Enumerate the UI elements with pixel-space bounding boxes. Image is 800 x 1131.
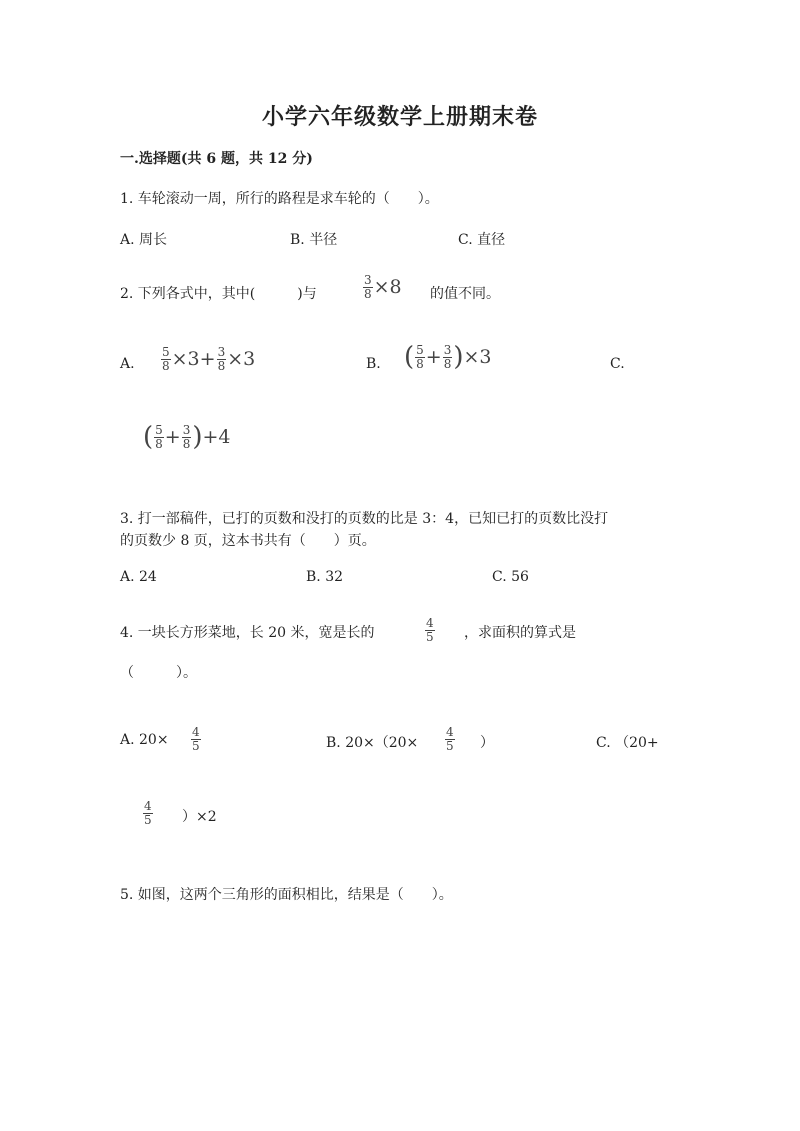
question-2-expression: $\frac{3}{8}$ ×8 (364, 273, 402, 301)
question-3-option-c[interactable]: C. 56 (492, 569, 529, 585)
question-2-text-end: 的值不同。 (430, 286, 500, 302)
question-4-text-line2: （ ）。 (120, 665, 197, 681)
question-4-text-end: ，求面积的算式是 (464, 625, 576, 641)
question-2-option-b-expression: ( $\frac{5}{8}$ + $\frac{3}{8}$ )×3 (404, 342, 492, 373)
question-5-text: 5. 如图，这两个三角形的面积相比，结果是（ ）。 (120, 887, 453, 903)
question-4-option-b-close: ） (480, 735, 494, 751)
question-4-text: 4. 一块长方形菜地，长 20 米，宽是长的 (120, 625, 375, 641)
question-4-option-c[interactable]: C. （20+ (596, 735, 659, 751)
question-4-option-b-fraction (444, 726, 456, 752)
question-2-option-a-label[interactable]: A. (120, 356, 135, 372)
question-1-option-b[interactable]: B. 半径 (290, 232, 338, 248)
question-3-text-line1: 3. 打一部稿件，已打的页数和没打的页数的比是 3：4，已知已打的页数比没打 (120, 511, 609, 527)
question-4-option-a[interactable]: A. 20× (120, 732, 169, 748)
question-4-fraction (424, 617, 436, 643)
question-2-text: 2. 下列各式中，其中( )与 (120, 286, 317, 302)
fraction: $\frac{5}{8}$ (162, 345, 170, 373)
fraction: $\frac{5}{8}$ (155, 423, 163, 451)
question-4-option-b[interactable]: B. 20×（20× (326, 735, 419, 751)
fraction: $\frac{3}{8}$ (182, 423, 191, 451)
question-2-option-a-expression: $\frac{5}{8}$ ×3+ $\frac{3}{8}$ ×3 (162, 345, 256, 373)
question-4-option-c-fraction (142, 800, 154, 826)
page-title: 小学六年级数学上册期末卷 (261, 104, 538, 130)
fraction: $\frac{3}{8}$ (443, 343, 452, 371)
question-2-option-c-expression: ( $\frac{5}{8}$ + $\frac{3}{8}$ )+4 (143, 422, 231, 453)
question-3-option-b[interactable]: B. 32 (306, 569, 344, 585)
question-1-option-a[interactable]: A. 周长 (120, 232, 168, 248)
fraction: $\frac{4}{5}$ (144, 799, 152, 827)
question-2-option-b-label[interactable]: B. (366, 356, 381, 372)
fraction: $\frac{4}{5}$ (426, 616, 434, 644)
question-2-option-c-label[interactable]: C. (610, 356, 625, 372)
question-1-option-c[interactable]: C. 直径 (458, 232, 506, 248)
question-1-text: 1. 车轮滚动一周，所行的路程是求车轮的（ ）。 (120, 191, 439, 207)
section-heading: 一.选择题(共 6 题，共 12 分) (120, 151, 313, 167)
fraction: $\frac{5}{8}$ (416, 343, 424, 371)
question-3-option-a[interactable]: A. 24 (120, 569, 157, 585)
fraction: $\frac{3}{8}$ (217, 345, 226, 373)
fraction: $\frac{4}{5}$ (192, 725, 200, 753)
fraction: $\frac{4}{5}$ (446, 725, 454, 753)
question-4-option-c-tail: ）×2 (182, 809, 217, 825)
fraction: $\frac{3}{8}$ (364, 273, 372, 301)
question-4-option-a-fraction (190, 726, 202, 752)
question-3-text-line2: 的页数少 8 页，这本书共有（ ）页。 (120, 533, 376, 549)
